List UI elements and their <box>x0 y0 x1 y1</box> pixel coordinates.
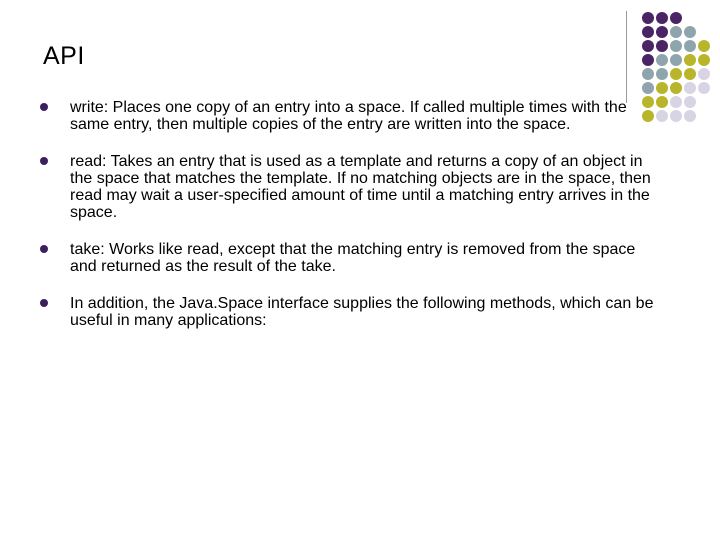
decorative-dot <box>656 54 668 66</box>
decorative-dot <box>684 40 696 52</box>
bullet-item-take <box>40 241 660 275</box>
bullet-list <box>40 99 660 349</box>
bullet-dot-icon <box>40 299 48 307</box>
decorative-dot <box>670 12 682 24</box>
bullet-dot-icon <box>40 157 48 165</box>
decorative-dot <box>656 68 668 80</box>
decorative-dot <box>656 12 668 24</box>
decorative-dot <box>642 82 654 94</box>
decorative-dot <box>698 68 710 80</box>
decorative-dot <box>684 68 696 80</box>
decorative-dot <box>698 82 710 94</box>
decorative-dot <box>698 40 710 52</box>
decorative-dot <box>698 54 710 66</box>
bullet-item-write <box>40 99 660 133</box>
decorative-dot <box>642 68 654 80</box>
bullet-term: take: <box>70 241 105 258</box>
decorative-dot <box>642 26 654 38</box>
decorative-dot <box>684 54 696 66</box>
bullet-dot-icon <box>40 103 48 111</box>
decorative-dot <box>670 26 682 38</box>
decorative-dot <box>684 26 696 38</box>
decorative-dot <box>670 54 682 66</box>
decorative-dot <box>642 12 654 24</box>
bullet-text: In addition, the Java.Space interface supplies the following methods, which can be useful in many applications: <box>70 295 654 329</box>
decorative-dot <box>684 110 696 122</box>
decorative-dot <box>670 110 682 122</box>
bullet-item-read <box>40 153 660 221</box>
decorative-dot <box>684 82 696 94</box>
bullet-dot-icon <box>40 245 48 253</box>
decorative-dot <box>642 54 654 66</box>
decorative-dot <box>670 82 682 94</box>
decorative-dot <box>684 96 696 108</box>
decorative-dot <box>656 82 668 94</box>
bullet-text: Works like read, except that the matching entry is removed from the space and returned as the result of the take. <box>70 241 636 275</box>
bullet-text: Takes an entry that is used as a template and returns a copy of an object in the space that matches the template. If no matching objects are in the space, then read may wait a user-specified amount of time until a matching entry arrives in the space. <box>70 153 651 221</box>
bullet-term: read: <box>70 153 107 170</box>
bullet-term: write: <box>70 99 109 116</box>
bullet-text: Places one copy of an entry into a space. If called multiple times with the same entry, then multiple copies of the entry are written into the space. <box>70 99 627 133</box>
decorative-dot <box>670 68 682 80</box>
slide-title: API <box>43 42 85 70</box>
decorative-dot <box>642 40 654 52</box>
decorative-dot <box>656 26 668 38</box>
bullet-item-addition <box>40 295 660 329</box>
decorative-dot <box>656 40 668 52</box>
decorative-dot <box>670 40 682 52</box>
decorative-dot <box>670 96 682 108</box>
